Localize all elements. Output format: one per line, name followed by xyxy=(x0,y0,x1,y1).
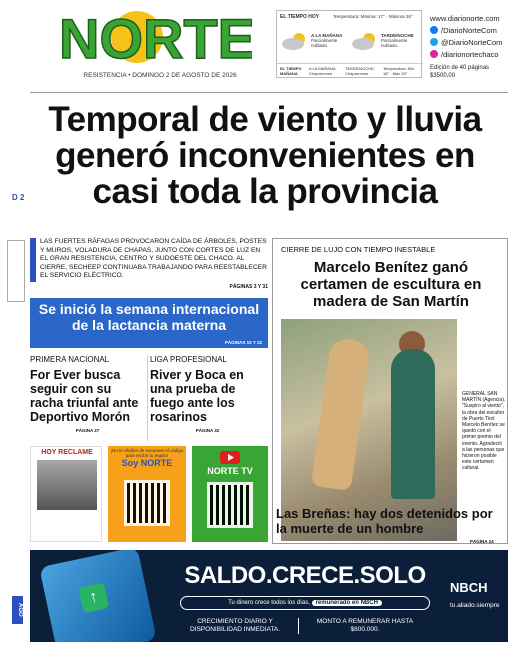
sculptor-body xyxy=(391,349,435,499)
promo-label: HOY RECLAME xyxy=(41,449,93,456)
website-link[interactable]: www.diarionorte.com xyxy=(430,13,500,23)
feature-kicker: CIERRE DE LUJO CON TIEMPO INESTABLE xyxy=(281,245,436,254)
masthead-divider xyxy=(30,92,508,93)
edition-info: Edición de 40 páginas $3500,00 xyxy=(430,65,490,79)
qr-code-icon[interactable] xyxy=(124,480,170,526)
lactancia-title: Se inició la semana internacional de la lactancia materna xyxy=(38,301,260,333)
ad-separator xyxy=(298,618,299,634)
instagram-icon xyxy=(430,50,438,58)
phone-illustration xyxy=(39,550,157,642)
arrow-up-icon: ↑ xyxy=(78,582,109,613)
promo-label: NORTE TV xyxy=(207,466,253,476)
teaser-text: LAS FUERTES RÁFAGAS PROVOCARON CAÍDA DE ÁRBOLES, POSTES Y MUROS, VOLADURA DE CHAPAS, JUNTO CON CORTES DE LUZ EN EL GRAN RESISTENCIA, CENTRO Y SUDOESTE DEL CHACO. AL CIERRE, SECHEEP CONTINUABA TRABAJANDO PARA REESTABLECER EL SERVICIO ELÉCTRICO. xyxy=(40,238,267,279)
youtube-icon xyxy=(220,451,240,464)
facebook-link[interactable]: /DiarioNorteCom xyxy=(430,24,518,36)
instagram-link[interactable]: /diarionortechaco xyxy=(430,48,518,60)
month-tab: AGO xyxy=(12,596,23,624)
nbch-logo: NBCH xyxy=(450,580,488,595)
lactancia-banner[interactable] xyxy=(30,298,268,348)
page-ref: PÁGINAS 10 Y 22 xyxy=(224,340,262,345)
accent-bar xyxy=(30,238,36,282)
page-ref: PÁGINA 27 xyxy=(75,428,100,433)
logo-text: NORTE xyxy=(62,8,252,66)
weather-title: EL TIEMPO HOY xyxy=(280,14,320,20)
social-links xyxy=(430,12,518,80)
las-brenas-headline[interactable]: Las Breñas: hay dos detenidos por la muerte de un hombre xyxy=(276,506,493,536)
column-divider xyxy=(147,355,148,441)
norte-logo xyxy=(62,8,252,66)
story-for-ever[interactable] xyxy=(30,355,145,433)
soy-norte-promo[interactable] xyxy=(108,446,186,542)
story-title: River y Boca en una prueba de fuego ante los rosarinos xyxy=(150,368,244,424)
facebook-icon xyxy=(430,26,438,34)
norte-tv-promo[interactable] xyxy=(192,446,268,542)
twitter-icon xyxy=(430,38,438,46)
legal-notes-box xyxy=(7,240,25,302)
edition-dateline: RESISTENCIA • DOMINGO 2 DE AGOSTO DE 2026 xyxy=(83,72,237,79)
sculpture-feature[interactable] xyxy=(272,238,508,544)
weather-tomorrow: EL TIEMPO MAÑANA A LA MAÑANA: Chaparrones TARDE/NOCHE: Chaparrones Temperatura: Mín 18° · Máx 25° xyxy=(277,63,423,79)
partly-cloudy-icon xyxy=(281,31,309,51)
story-kicker: PRIMERA NACIONAL xyxy=(30,355,110,364)
section-marker: D 2 xyxy=(12,193,25,202)
ad-feature-2: MONTO A REMUNERAR HASTA $800.000. xyxy=(316,618,414,633)
soy-norte-brand: Soy NORTE xyxy=(121,458,173,468)
hoy-reclame-promo[interactable] xyxy=(30,446,102,542)
storm-teaser[interactable] xyxy=(30,238,268,291)
photo-caption: GENERAL SAN MARTÍN (Agencia). "Suspiro al viento", la obra del escultor de Puerto Tirol Marcelo Benítez se quedó con el primer premio del evento. Agradeció a las personas que hicieron posible este certamen cultural. xyxy=(462,391,506,472)
ad-headline: SALDO.CRECE.SOLO xyxy=(184,562,426,589)
ad-pill: Tu dinero crece todos los días, remunerado en NBCH xyxy=(180,596,430,610)
weather-box xyxy=(276,10,422,78)
main-headline[interactable]: Temporal de viento y lluvia generó inconvenientes en casi toda la provincia xyxy=(48,100,482,211)
ad-feature-1: CRECIMIENTO DIARIO Y DISPONIBILIDAD INMEDIATA. xyxy=(189,618,281,633)
page-ref: PÁGINA 32 xyxy=(195,428,220,433)
twitter-link[interactable]: @DiarioNorteCom xyxy=(430,36,518,48)
feature-title: Marcelo Benítez ganó certamen de escultura en madera de San Martín xyxy=(300,259,482,310)
weather-temps: Temperatura: Mínima: 17° · Máxima 26° xyxy=(333,14,413,19)
weather-afternoon: TARDE/NOCHE Parcialmente nublado. xyxy=(381,33,414,48)
promo-image xyxy=(37,460,97,510)
nbch-advertisement[interactable] xyxy=(30,550,508,642)
page-ref: PÁGINAS 3 Y 31 xyxy=(229,283,268,290)
story-river-boca[interactable] xyxy=(150,355,265,433)
page-ref: PÁGINA 24 xyxy=(470,539,494,544)
weather-morning: A LA MAÑANA Parcialmente nublado. xyxy=(311,33,343,48)
story-title: For Ever busca seguir con su racha triunfal ante Deportivo Morón xyxy=(30,368,139,424)
ad-slogan: tu.aliado.siempre xyxy=(450,602,500,609)
partly-cloudy-icon xyxy=(351,31,379,51)
promo-label: ¡No te olvides de escanear el código para recibir tu regalo! xyxy=(110,448,184,458)
wood-sculpture xyxy=(311,337,371,491)
story-kicker: LIGA PROFESIONAL xyxy=(150,355,227,364)
qr-code-icon[interactable] xyxy=(207,482,253,528)
